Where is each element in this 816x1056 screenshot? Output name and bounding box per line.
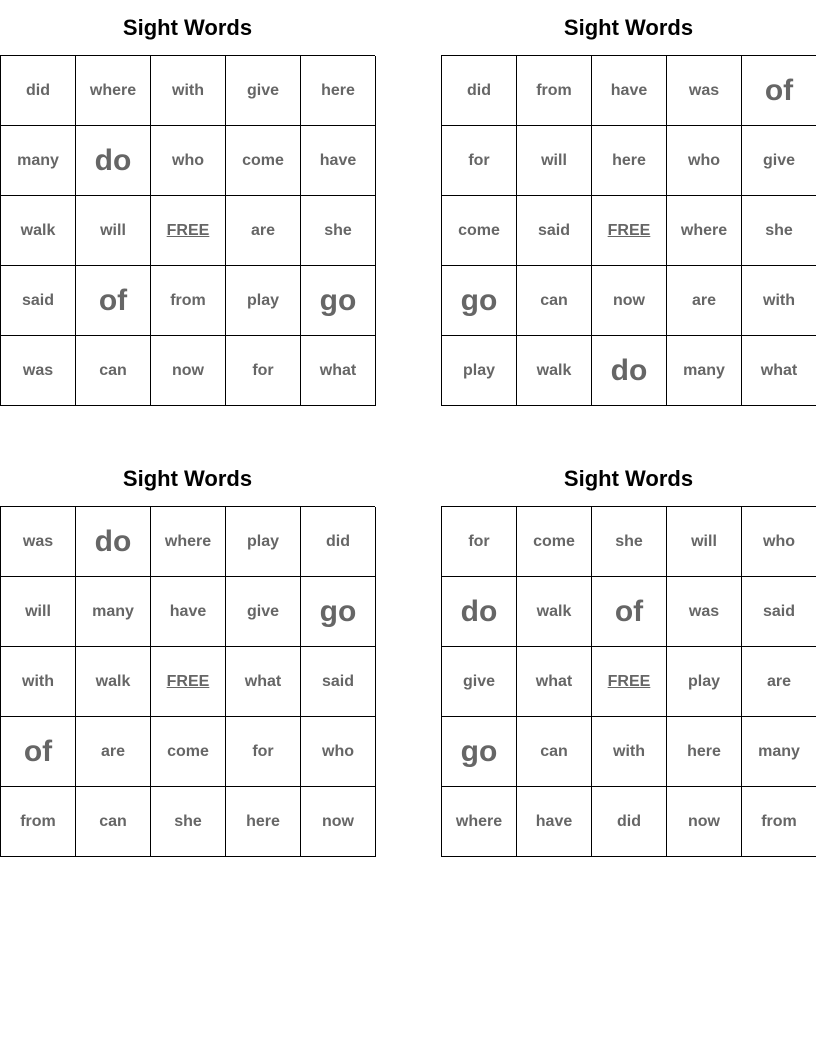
word-cell: go (442, 717, 517, 787)
word-cell: do (76, 507, 151, 577)
word-cell: for (442, 126, 517, 196)
word-cell: many (1, 126, 76, 196)
word-cell: play (226, 507, 301, 577)
word-cell: now (667, 787, 742, 857)
word-cell: have (301, 126, 376, 196)
word-cell: was (1, 336, 76, 406)
word-cell: where (442, 787, 517, 857)
word-cell: she (592, 507, 667, 577)
free-space-cell: FREE (151, 196, 226, 266)
word-cell: give (226, 56, 301, 126)
bingo-card-2 (441, 0, 816, 406)
word-cell: come (442, 196, 517, 266)
word-cell: will (1, 577, 76, 647)
bingo-grid (441, 506, 816, 857)
word-cell: who (151, 126, 226, 196)
word-cell: who (301, 717, 376, 787)
free-space-cell: FREE (592, 196, 667, 266)
word-cell: with (742, 266, 816, 336)
word-cell: now (592, 266, 667, 336)
word-cell: do (442, 577, 517, 647)
word-cell: where (151, 507, 226, 577)
word-cell: are (742, 647, 816, 717)
word-cell: what (742, 336, 816, 406)
word-cell: come (517, 507, 592, 577)
word-cell: can (76, 787, 151, 857)
word-cell: many (76, 577, 151, 647)
word-cell: give (226, 577, 301, 647)
word-cell: said (742, 577, 816, 647)
word-cell: who (667, 126, 742, 196)
word-cell: where (76, 56, 151, 126)
word-cell: did (1, 56, 76, 126)
word-cell: with (592, 717, 667, 787)
word-cell: for (226, 717, 301, 787)
word-cell: go (301, 266, 376, 336)
word-cell: walk (1, 196, 76, 266)
card-title: Sight Words (122, 466, 253, 491)
word-cell: from (1, 787, 76, 857)
word-cell: of (742, 56, 816, 126)
card-title: Sight Words (563, 15, 694, 40)
word-cell: are (76, 717, 151, 787)
word-cell: many (667, 336, 742, 406)
word-cell: have (517, 787, 592, 857)
word-cell: was (667, 577, 742, 647)
word-cell: go (301, 577, 376, 647)
bingo-grid (441, 55, 816, 406)
word-cell: said (517, 196, 592, 266)
word-cell: of (592, 577, 667, 647)
word-cell: play (667, 647, 742, 717)
word-cell: with (151, 56, 226, 126)
word-cell: from (742, 787, 816, 857)
word-cell: here (592, 126, 667, 196)
word-cell: can (517, 717, 592, 787)
word-cell: will (667, 507, 742, 577)
card-title: Sight Words (122, 15, 253, 40)
word-cell: will (517, 126, 592, 196)
word-cell: where (667, 196, 742, 266)
word-cell: said (1, 266, 76, 336)
word-cell: walk (76, 647, 151, 717)
word-cell: from (151, 266, 226, 336)
word-cell: did (301, 507, 376, 577)
word-cell: she (742, 196, 816, 266)
word-cell: can (76, 336, 151, 406)
bingo-card-4 (441, 451, 816, 857)
word-cell: she (151, 787, 226, 857)
word-cell: many (742, 717, 816, 787)
word-cell: she (301, 196, 376, 266)
word-cell: said (301, 647, 376, 717)
word-cell: here (667, 717, 742, 787)
word-cell: give (742, 126, 816, 196)
word-cell: was (1, 507, 76, 577)
word-cell: come (226, 126, 301, 196)
word-cell: go (442, 266, 517, 336)
free-space-cell: FREE (151, 647, 226, 717)
word-cell: of (76, 266, 151, 336)
word-cell: do (76, 126, 151, 196)
word-cell: are (667, 266, 742, 336)
bingo-grid (0, 55, 375, 406)
free-space-cell: FREE (592, 647, 667, 717)
word-cell: with (1, 647, 76, 717)
word-cell: come (151, 717, 226, 787)
word-cell: have (151, 577, 226, 647)
word-cell: for (226, 336, 301, 406)
word-cell: did (442, 56, 517, 126)
word-cell: do (592, 336, 667, 406)
card-title: Sight Words (563, 466, 694, 491)
word-cell: walk (517, 336, 592, 406)
word-cell: now (301, 787, 376, 857)
word-cell: can (517, 266, 592, 336)
bingo-grid (0, 506, 375, 857)
word-cell: walk (517, 577, 592, 647)
word-cell: who (742, 507, 816, 577)
word-cell: what (226, 647, 301, 717)
word-cell: did (592, 787, 667, 857)
word-cell: from (517, 56, 592, 126)
word-cell: for (442, 507, 517, 577)
word-cell: give (442, 647, 517, 717)
word-cell: play (226, 266, 301, 336)
word-cell: here (301, 56, 376, 126)
bingo-card-3 (0, 451, 375, 857)
word-cell: what (517, 647, 592, 717)
word-cell: what (301, 336, 376, 406)
word-cell: play (442, 336, 517, 406)
word-cell: will (76, 196, 151, 266)
word-cell: was (667, 56, 742, 126)
word-cell: of (1, 717, 76, 787)
word-cell: now (151, 336, 226, 406)
word-cell: are (226, 196, 301, 266)
bingo-card-1 (0, 0, 375, 406)
word-cell: here (226, 787, 301, 857)
word-cell: have (592, 56, 667, 126)
